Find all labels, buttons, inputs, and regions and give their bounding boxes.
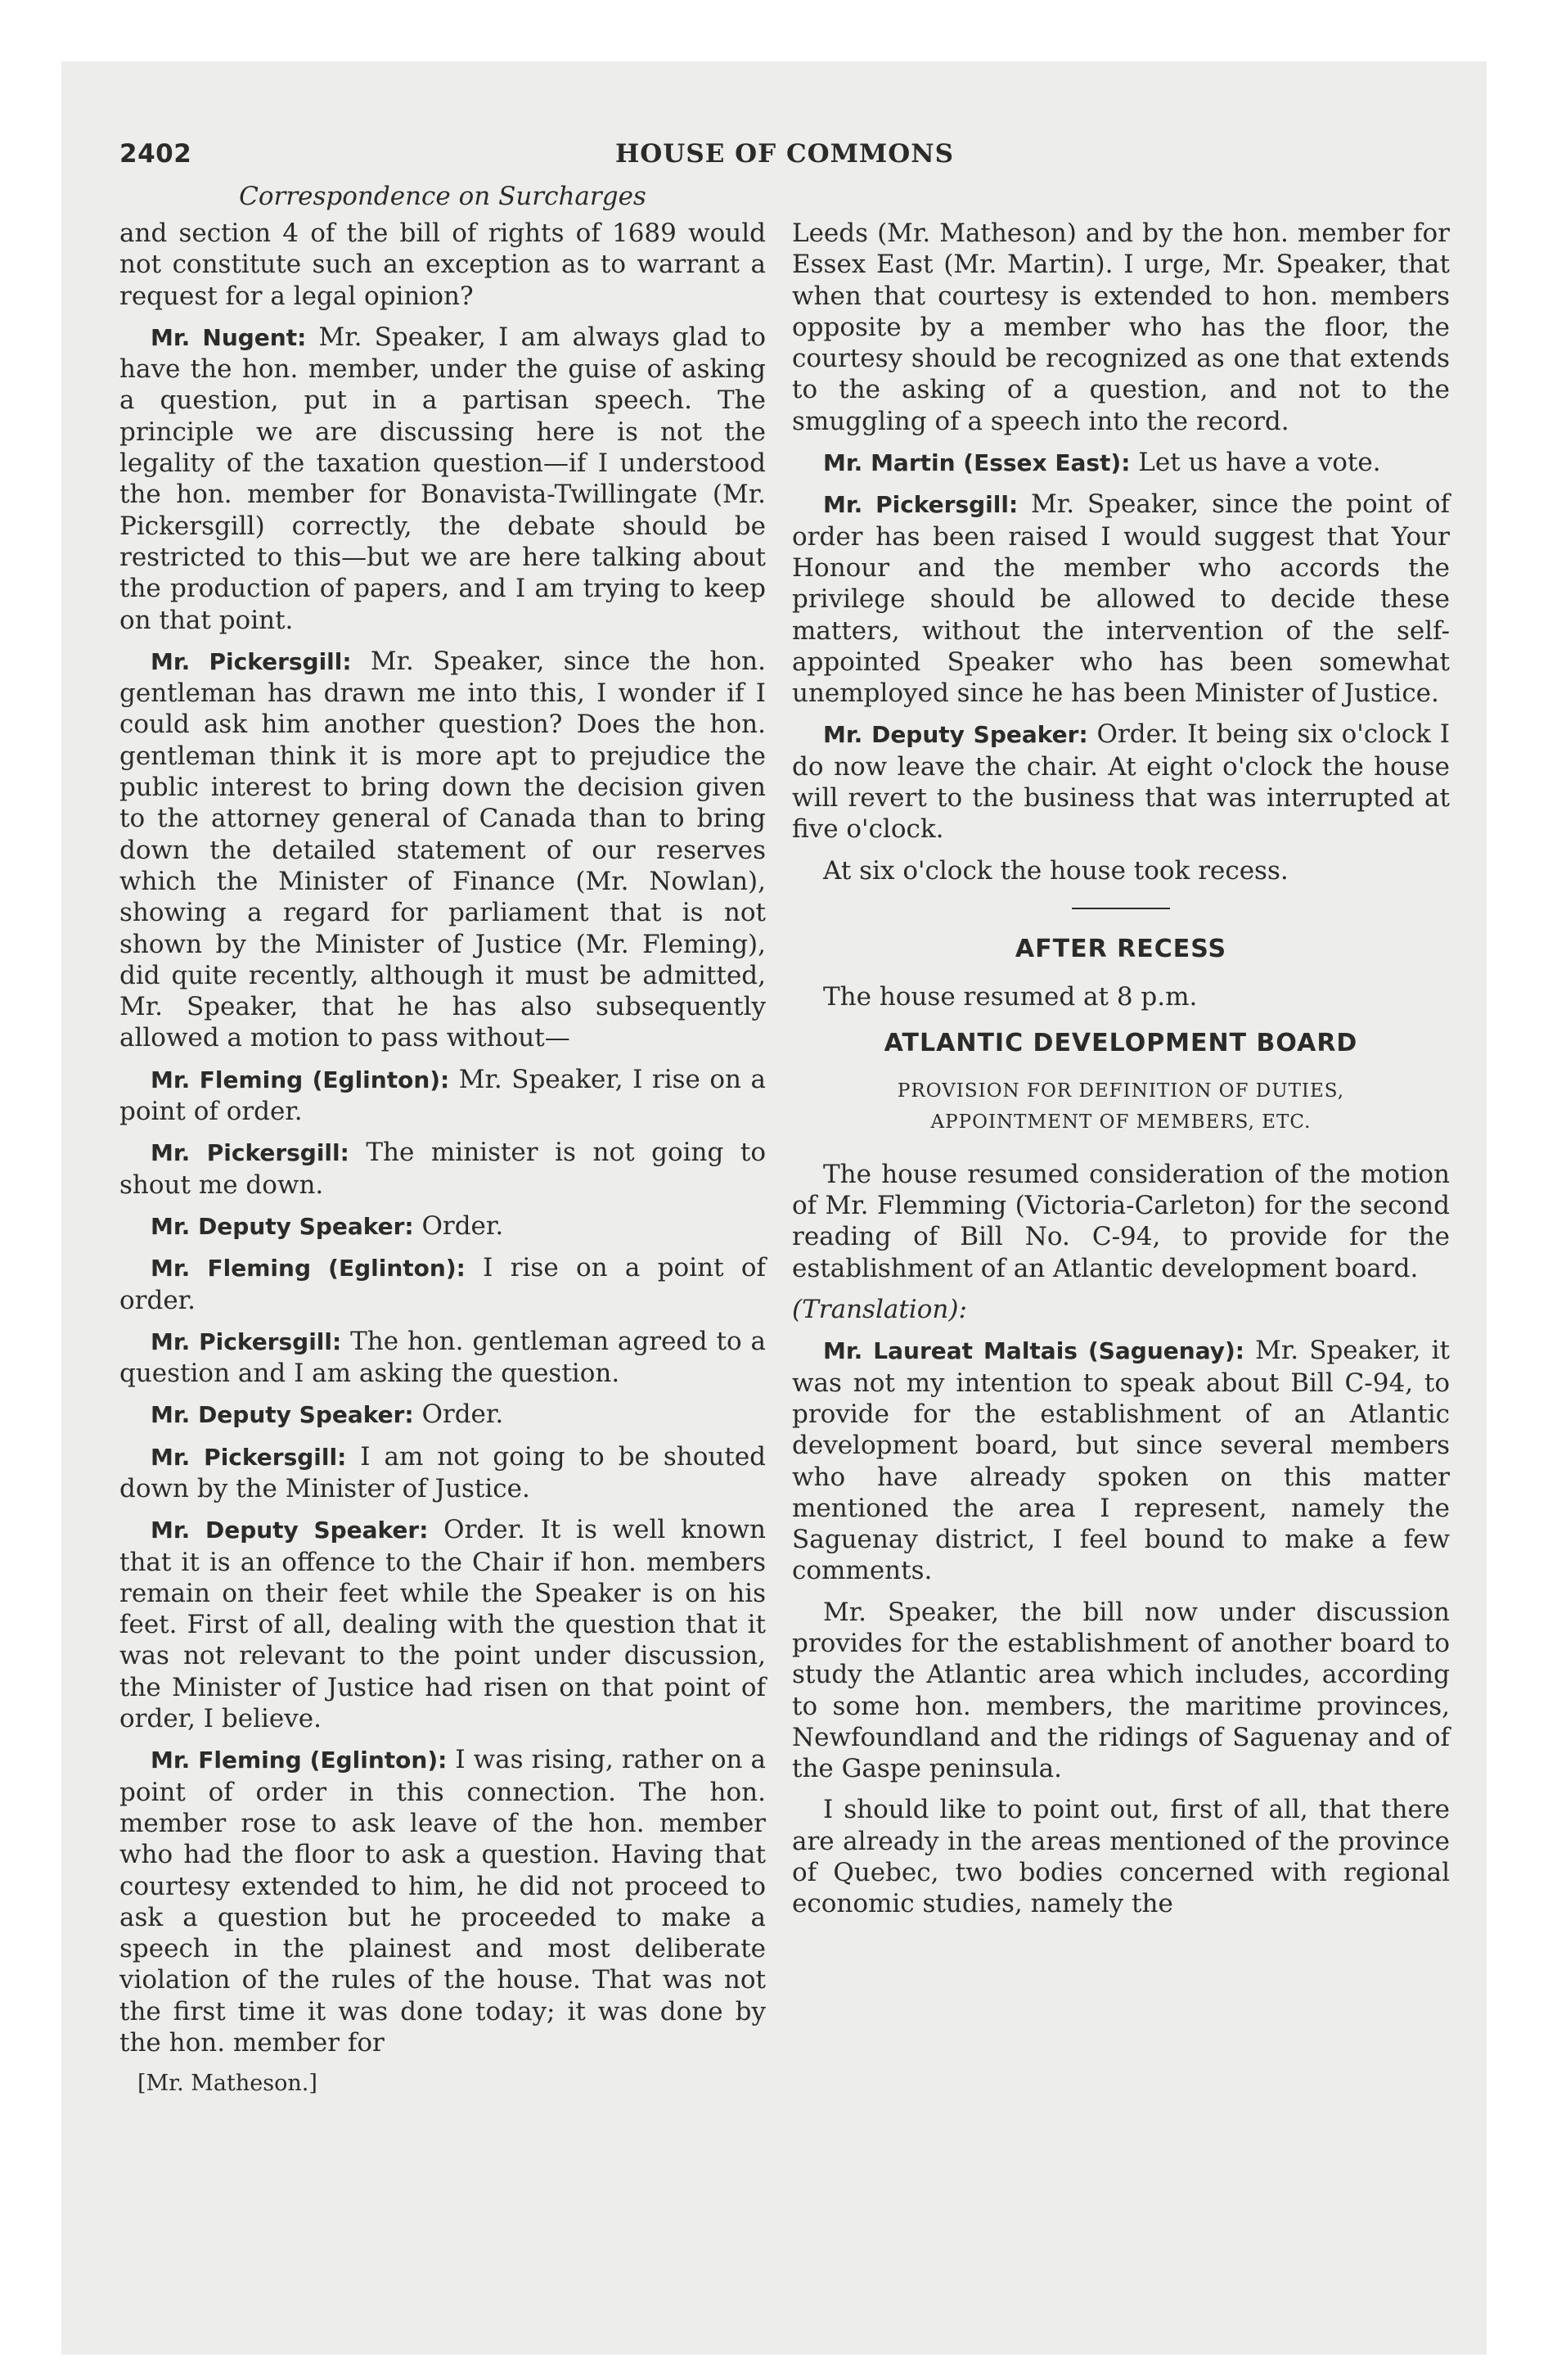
paragraph <box>119 1064 766 1128</box>
paragraph <box>792 1335 1450 1586</box>
paragraph-text: Mr. Speaker, the bill now under discussion provides for the establishment of another board to study the Atlantic area which includes, according to some hon. members, the maritime provinces, Newfoundland and the ridings of Saguenay and of the Gaspe peninsula. <box>792 1597 1450 1784</box>
after-recess-heading: AFTER RECESS <box>1015 934 1227 963</box>
speaker-name: Mr. Martin (Essex East): <box>823 449 1131 477</box>
paragraph <box>119 1514 766 1734</box>
board-section-subtitle <box>792 1075 1450 1138</box>
paragraph <box>119 1441 766 1505</box>
section-divider <box>1072 908 1170 909</box>
paragraph-text: Mr. Speaker, since the point of order has been raised I would suggest that Your Honour and the member who accords the privilege should be allowed to decide these matters, without the intervention of the self-appointed Speaker who has been somewhat unemployed since he has been Minister of Justice. <box>792 489 1450 709</box>
paragraph-text: Order. <box>421 1400 504 1430</box>
speaker-name: Mr. Fleming (Eglinton): <box>151 1255 466 1282</box>
speaker-name: Mr. Deputy Speaker: <box>151 1212 414 1240</box>
paragraph <box>119 1252 766 1316</box>
speaker-name: Mr. Pickersgill: <box>823 491 1019 519</box>
paragraph-text: Mr. Speaker, I am always glad to have the hon. member, under the guise of asking a question, put in a partisan speech. The principle we are discussing here is not the legality of the taxation question—if I understood the hon. member for Bonavista-Twillingate (Mr. Pickersgill) correctly, the debate should be restricted to this—but we are here talking about the production of papers, and I am trying to keep on that point. <box>119 322 767 635</box>
paragraph <box>792 1597 1450 1785</box>
paragraph <box>792 489 1450 709</box>
paragraph <box>119 646 766 1054</box>
speaker-name: Mr. Fleming (Eglinton): <box>151 1747 448 1774</box>
page-title: HOUSE OF COMMONS <box>615 139 954 169</box>
paragraph-text: The minister is not going to shout me down. <box>119 1138 766 1200</box>
speaker-name: Mr. Nugent: <box>151 323 307 351</box>
board-section-title: ATLANTIC DEVELOPMENT BOARD <box>884 1028 1358 1057</box>
recess-line: At six o'clock the house took recess. <box>823 855 1289 886</box>
paragraph <box>792 1794 1450 1919</box>
resumed-line: The house resumed at 8 p.m. <box>823 982 1198 1012</box>
speaker-name: Mr. Pickersgill: <box>151 1139 349 1167</box>
speaker-name: Mr. Pickersgill: <box>151 1443 347 1471</box>
speaker-name: Mr. Deputy Speaker: <box>151 1517 429 1544</box>
paragraph <box>792 447 1450 479</box>
paragraph <box>792 719 1450 845</box>
translation-note: (Translation): <box>792 1295 967 1325</box>
paragraph-text: Order. It being six o'clock I do now leave the chair. At eight o'clock the house will revert to the business that was interrupted at five o'clock. <box>792 719 1451 845</box>
running-subject: Correspondence on Surcharges <box>239 182 646 211</box>
paragraph <box>119 218 766 312</box>
subtitle-line: PROVISION FOR DEFINITION OF DUTIES, <box>897 1080 1345 1102</box>
speaker-name: Mr. Laureat Maltais (Saguenay): <box>823 1337 1244 1365</box>
speaker-name: Mr. Fleming (Eglinton): <box>151 1066 450 1093</box>
footer-speaker-reference: [Mr. Matheson.] <box>137 2071 317 2097</box>
subtitle-line: APPOINTMENT OF MEMBERS, ETC. <box>930 1111 1312 1133</box>
paragraph <box>119 1137 766 1201</box>
paragraph-text: Leeds (Mr. Matheson) and by the hon. member for Essex East (Mr. Martin). I urge, Mr. Speaker, that when that courtesy is extended to hon. members opposite by a member who has the floor, the courtesy should be recognized as one that extends to the asking of a question, and not to the smuggling of a speech into the record. <box>792 219 1450 436</box>
speaker-name: Mr. Deputy Speaker: <box>823 721 1088 749</box>
paragraph-text: Mr. Speaker, I rise on a point of order. <box>119 1064 766 1127</box>
paragraph-text: Let us have a vote. <box>1138 448 1381 478</box>
paragraph-text: I should like to point out, first of all, that there are already in the areas mentioned of the province of Quebec, two bodies concerned with regional economic studies, namely the <box>792 1795 1450 1919</box>
paragraph <box>119 1399 766 1431</box>
speaker-name: Mr. Pickersgill: <box>151 647 352 675</box>
page-number: 2402 <box>119 139 192 169</box>
paragraph-text: Mr. Speaker, it was not my intention to speak about Bill C-94, to provide for the establishment of an Atlantic development board, but since several members who have already spoken on this matter mentioned the area I represent, namely the Saguenay district, I feel bound to make a few comments. <box>792 1336 1450 1586</box>
paragraph-text: The hon. gentleman agreed to a question and I am asking the question. <box>119 1326 766 1389</box>
paragraph-text: Mr. Speaker, since the hon. gentleman has drawn me into this, I wonder if I could ask him another question? Does the hon. gentleman think it is more apt to prejudice the public interest to bring down the decision given to the attorney general of Canada than to bring down the detailed statement of our reserves which the Minister of Finance (Mr. Nowlan), showing a regard for parliament that is not shown by the Minister of Justice (Mr. Fleming), did quite recently, although it must be admitted, Mr. Speaker, that he has also subsequently allowed a motion to pass without— <box>119 646 766 1053</box>
paragraph <box>119 322 766 636</box>
speaker-name: Mr. Pickersgill: <box>151 1327 342 1355</box>
motion-paragraph: The house resumed consideration of the motion of Mr. Flemming (Victoria-Carleton) for the second reading of Bill No. C-94, to provide for the establishment of an Atlantic development board. <box>792 1159 1450 1283</box>
paragraph <box>119 1326 766 1390</box>
paragraph-text: and section 4 of the bill of rights of 1689 would not constitute such an exception as to warrant a request for a legal opinion? <box>119 219 766 311</box>
paragraph-text: Order. It is well known that it is an offence to the Chair if hon. members remain on their feet while the Speaker is on his feet. First of all, dealing with the question that it was not relevant to the point under discussion, the Minister of Justice had risen on that point of order, I believe. <box>119 1515 766 1734</box>
left-column <box>119 218 766 2100</box>
paragraph-text: I am not going to be shouted down by the Minister of Justice. <box>119 1441 767 1503</box>
paragraph-text: Order. <box>421 1210 504 1241</box>
paragraph <box>119 1210 766 1242</box>
speaker-name: Mr. Deputy Speaker: <box>151 1401 414 1429</box>
right-column <box>792 218 1450 1930</box>
paragraph-text: I was rising, rather on a point of order in this connection. The hon. member rose to ask leave of the hon. member who had the floor to ask a question. Having that courtesy extended to him, he did not proceed to ask a question but he proceeded to make a speech in the plainest and most deliberate violation of the rules of the house. That was not the first time it was done today; it was done by the hon. member for <box>119 1745 767 2058</box>
paragraph-text: I rise on a point of order. <box>119 1253 766 1315</box>
paragraph <box>792 218 1450 437</box>
paragraph <box>119 1744 766 2058</box>
